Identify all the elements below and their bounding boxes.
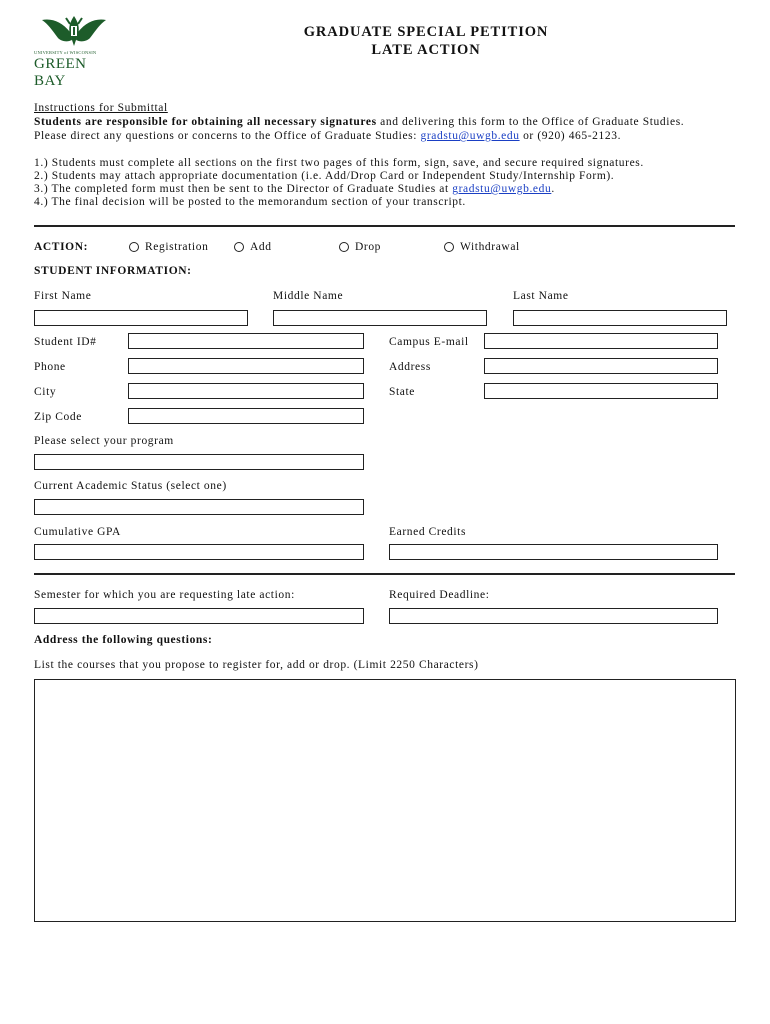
semester-label: Semester for which you are requesting late action: (34, 589, 295, 601)
middle-name-field[interactable] (273, 310, 487, 326)
instructions-heading: Instructions for Submittal (34, 102, 168, 114)
first-name-field[interactable] (34, 310, 248, 326)
action-label: ACTION: (34, 241, 89, 253)
campus-email-field[interactable] (484, 333, 718, 349)
logo-top-line: UNIVERSITY of WISCONSIN (34, 50, 97, 55)
earned-credits-label: Earned Credits (389, 526, 467, 538)
step-4: 4.) The final decision will be posted to the memorandum section of your transcript. (34, 196, 466, 208)
step-3-email-link[interactable]: gradstu@uwgb.edu (452, 183, 552, 195)
gpa-label: Cumulative GPA (34, 526, 121, 538)
radio-add[interactable] (234, 242, 244, 252)
deadline-field[interactable] (389, 608, 718, 624)
radio-withdrawal-label: Withdrawal (460, 241, 520, 253)
address-label: Address (389, 361, 431, 373)
program-label: Please select your program (34, 435, 174, 447)
instructions-line2-pre: Please direct any questions or concerns to the Office of Graduate Studies: (34, 130, 421, 142)
academic-status-select[interactable] (34, 499, 364, 515)
last-name-field[interactable] (513, 310, 727, 326)
phone-field[interactable] (128, 358, 364, 374)
student-id-field[interactable] (128, 333, 364, 349)
radio-withdrawal[interactable] (444, 242, 454, 252)
step-1: 1.) Students must complete all sections on the first two pages of this form, sign, save, and secure required signatures. (34, 157, 644, 169)
step-3-text: 3.) The completed form must then be sent to the Director of Graduate Studies at (34, 183, 453, 195)
email-link[interactable]: gradstu@uwgb.edu (420, 130, 520, 142)
radio-registration[interactable] (129, 242, 139, 252)
form-title-line1: GRADUATE SPECIAL PETITION (303, 24, 549, 40)
university-logo (34, 12, 114, 89)
academic-status-label: Current Academic Status (select one) (34, 480, 227, 492)
radio-drop[interactable] (339, 242, 349, 252)
phone-label: Phone (34, 361, 66, 373)
courses-prompt: List the courses that you propose to register for, add or drop. (Limit 2250 Characters) (34, 659, 479, 671)
divider-top (34, 225, 735, 227)
radio-add-label: Add (250, 241, 272, 253)
last-name-label: Last Name (513, 290, 569, 302)
city-label: City (34, 386, 57, 398)
student-info-heading: STUDENT INFORMATION: (34, 265, 192, 277)
logo-name: GREEN BAY (34, 56, 87, 89)
form-title-line2: LATE ACTION (371, 42, 481, 58)
divider-middle (34, 573, 735, 575)
step-3-end: . (551, 183, 555, 195)
instructions-line1-rest: and delivering this form to the Office of Graduate Studies. (376, 116, 685, 128)
zip-label: Zip Code (34, 411, 82, 423)
radio-registration-label: Registration (145, 241, 209, 253)
address-field[interactable] (484, 358, 718, 374)
deadline-label: Required Deadline: (389, 589, 490, 601)
city-field[interactable] (128, 383, 364, 399)
instructions-line2-post: or (920) 465-2123. (519, 130, 622, 142)
state-label: State (389, 386, 415, 398)
radio-drop-label: Drop (355, 241, 382, 253)
zip-field[interactable] (128, 408, 364, 424)
questions-heading: Address the following questions: (34, 634, 213, 646)
gpa-field[interactable] (34, 544, 364, 560)
step-2: 2.) Students may attach appropriate documentation (i.e. Add/Drop Card or Independent Study/Internship Form). (34, 170, 615, 182)
student-id-label: Student ID# (34, 336, 97, 348)
signature-responsibility: Students are responsible for obtaining all necessary signatures (34, 116, 377, 128)
instructions-line1 (34, 116, 684, 128)
earned-credits-field[interactable] (389, 544, 718, 560)
middle-name-label: Middle Name (273, 290, 344, 302)
instructions-line2 (34, 130, 621, 142)
state-field[interactable] (484, 383, 718, 399)
campus-email-label: Campus E-mail (389, 336, 469, 348)
program-select[interactable] (34, 454, 364, 470)
courses-textarea[interactable] (34, 679, 736, 922)
semester-field[interactable] (34, 608, 364, 624)
first-name-label: First Name (34, 290, 92, 302)
step-3 (34, 183, 555, 195)
phoenix-icon (34, 12, 114, 50)
